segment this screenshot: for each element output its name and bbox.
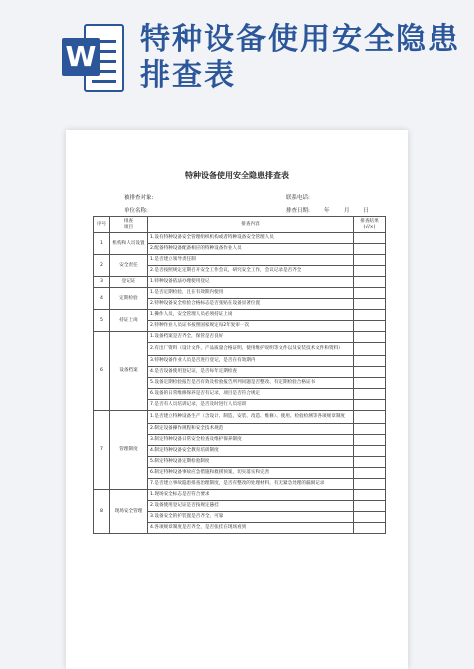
check-content: 1.现场安全标志是否符合要求 xyxy=(148,490,354,501)
date-year: 年 xyxy=(324,208,330,214)
check-content: 2.是否按照规定定期召开安全工作会议，研究安全工作，会议记录是否齐全 xyxy=(148,266,354,277)
word-logo-badge: W xyxy=(62,38,100,76)
result-cell[interactable] xyxy=(354,343,386,356)
section-item: 管理制度 xyxy=(110,411,148,490)
check-content: 1.是否建立特种设备生产（含设计、制造、安装、改造、维修）、使用、检验检测等各项规章制度 xyxy=(148,411,354,424)
banner xyxy=(0,0,474,112)
result-cell[interactable] xyxy=(354,457,386,468)
check-content: 1.操作人员，安全管理人员必须持证上岗 xyxy=(148,310,354,321)
result-cell[interactable] xyxy=(354,266,386,277)
check-content: 4.是否设备使用登记证，是否每年定期检查 xyxy=(148,367,354,378)
check-content: 1.是否建立领导责任制 xyxy=(148,255,354,266)
result-cell[interactable] xyxy=(354,233,386,244)
table-row xyxy=(94,255,386,266)
section-item: 定期检验 xyxy=(110,288,148,310)
check-content: 4.制定特种设备安全教育培训制度 xyxy=(148,446,354,457)
table-row xyxy=(94,411,386,424)
result-cell[interactable] xyxy=(354,512,386,523)
header-item-line1: 排查 xyxy=(123,218,134,224)
header-result xyxy=(354,217,386,233)
check-content: 1.是否定期检验，且在有效期内使用 xyxy=(148,288,354,299)
check-content: 2.制定设备操作规程和安全技术规范 xyxy=(148,424,354,435)
check-content: 5.设备定期检验报告是否有效及检验报告所列问题是否整改、有定期检验合格证书 xyxy=(148,378,354,389)
header-number: 序号 xyxy=(94,217,110,233)
section-item: 设备档案 xyxy=(110,332,148,411)
header-content: 排查内容 xyxy=(148,217,354,233)
check-date-label: 排查日期: xyxy=(286,208,310,214)
document-sheet xyxy=(66,130,408,669)
banner-title: 特种设备使用安全隐患排查表 xyxy=(140,22,460,93)
result-cell[interactable] xyxy=(354,321,386,332)
check-content: 5.制定特种设备定期检验制度 xyxy=(148,457,354,468)
result-cell[interactable] xyxy=(354,389,386,400)
result-cell[interactable] xyxy=(354,435,386,446)
result-cell[interactable] xyxy=(354,299,386,310)
check-content: 3.特种设备作业人员是否进行登记，是否在有效期内 xyxy=(148,356,354,367)
result-cell[interactable] xyxy=(354,244,386,255)
table-row xyxy=(94,490,386,501)
result-cell[interactable] xyxy=(354,523,386,534)
result-cell[interactable] xyxy=(354,277,386,288)
check-content: 2.设备使用登记证是否按规定悬挂 xyxy=(148,501,354,512)
check-content: 6.设备的日常维修保养是否有记录，项目是否符合规定 xyxy=(148,389,354,400)
result-cell[interactable] xyxy=(354,400,386,411)
section-item: 机构和人员设置 xyxy=(110,233,148,255)
result-cell[interactable] xyxy=(354,411,386,424)
section-item: 持证上岗 xyxy=(110,310,148,332)
result-cell[interactable] xyxy=(354,378,386,389)
table-header-row xyxy=(94,217,386,233)
section-number: 1 xyxy=(94,233,110,255)
result-cell[interactable] xyxy=(354,446,386,457)
result-cell[interactable] xyxy=(354,479,386,490)
table-row xyxy=(94,233,386,244)
result-cell[interactable] xyxy=(354,288,386,299)
section-number: 5 xyxy=(94,310,110,332)
check-content: 2.特种作业人员证书按照国家规定每2年复审一次 xyxy=(148,321,354,332)
result-cell[interactable] xyxy=(354,332,386,343)
result-cell[interactable] xyxy=(354,367,386,378)
check-content: 7.是否有人员培训记录，是否及时进行人员培训 xyxy=(148,400,354,411)
header-item-line2: 项目 xyxy=(123,224,134,230)
section-item: 安全责任 xyxy=(110,255,148,277)
check-content: 4.各项规章制度是否齐全，是否张挂在现场看到 xyxy=(148,523,354,534)
check-content: 7.是否建立事故隐患排查治理制度，是否有整改的处理材料，有无紧急处理的漏洞记录 xyxy=(148,479,354,490)
phone-label: 联系电话: xyxy=(286,195,310,201)
table-row xyxy=(94,288,386,299)
section-item: 登记证 xyxy=(110,277,148,288)
date-month: 月 xyxy=(344,208,350,214)
check-content: 3.设备安全的护装置是否齐全，可靠 xyxy=(148,512,354,523)
inspection-table xyxy=(93,216,386,534)
check-content: 1.特种设备依法办理使用登记 xyxy=(148,277,354,288)
check-content: 1.设有特种设备安全管理组织机构或者特种设备安全管理人员 xyxy=(148,233,354,244)
section-number: 4 xyxy=(94,288,110,310)
table-row xyxy=(94,332,386,343)
check-content: 2.配备特种设备配备相应的特种设备作业人员 xyxy=(148,244,354,255)
result-cell[interactable] xyxy=(354,424,386,435)
section-number: 6 xyxy=(94,332,110,411)
check-content: 2.特种设备安全检验合格标志是否张贴在设备显著位置 xyxy=(148,299,354,310)
table-row xyxy=(94,277,386,288)
result-cell[interactable] xyxy=(354,490,386,501)
result-cell[interactable] xyxy=(354,255,386,266)
result-cell[interactable] xyxy=(354,501,386,512)
table-row xyxy=(94,310,386,321)
section-number: 2 xyxy=(94,255,110,277)
unit-name-label: 单位名称: xyxy=(124,208,148,214)
table-body xyxy=(94,233,386,534)
section-item: 现场安全管理 xyxy=(110,490,148,534)
word-document-icon xyxy=(62,20,126,96)
result-cell[interactable] xyxy=(354,468,386,479)
date-day: 日 xyxy=(363,208,369,214)
check-content: 1.设备档案是否齐全，保管是否良好 xyxy=(148,332,354,343)
section-number: 3 xyxy=(94,277,110,288)
header-item xyxy=(110,217,148,233)
result-cell[interactable] xyxy=(354,310,386,321)
check-content: 3.制定特种设备日常安全检查及维护保养制度 xyxy=(148,435,354,446)
inspected-object-label: 被排查对象: xyxy=(124,195,154,201)
section-number: 7 xyxy=(94,411,110,490)
check-content: 2.有出厂资料（设计文件、产品质量合格证明、使用维护说明等文件以及安装技术文件和资料） xyxy=(148,343,354,356)
header-result-line2: (√/×) xyxy=(363,224,376,230)
check-content: 6.制定特种设备事故应急措施和救援预案，切实落实和完善 xyxy=(148,468,354,479)
section-number: 8 xyxy=(94,490,110,534)
document-title: 特种设备使用安全隐患排查表 xyxy=(185,171,289,180)
header-result-line1: 排查结果 xyxy=(360,218,379,224)
result-cell[interactable] xyxy=(354,356,386,367)
